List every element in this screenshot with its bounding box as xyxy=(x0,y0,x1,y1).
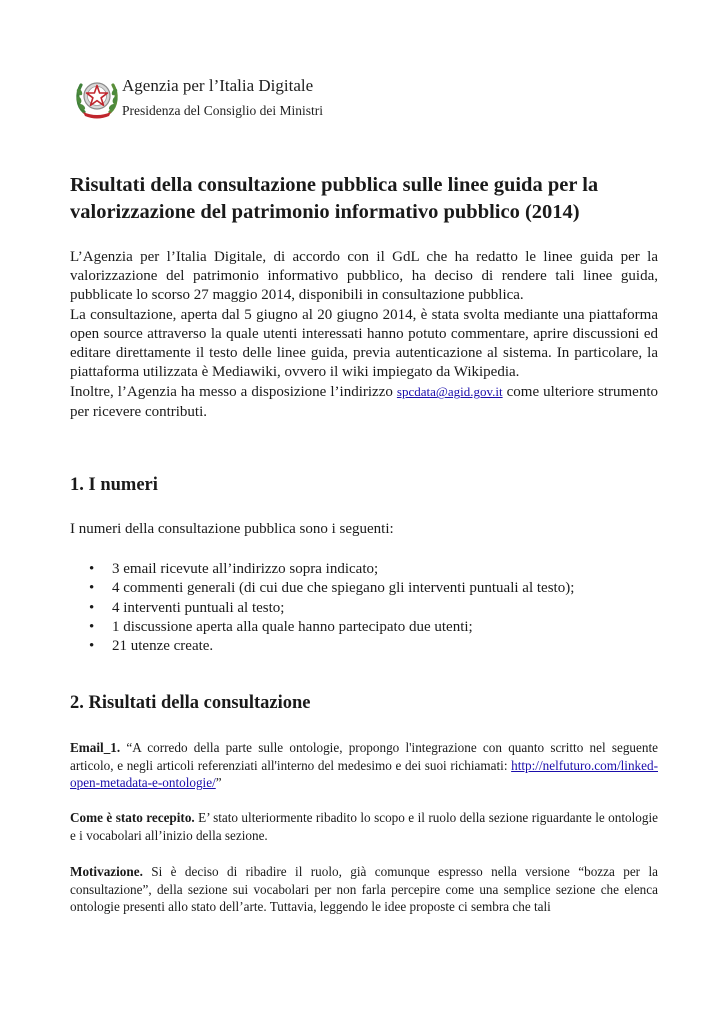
intro-text: Inoltre, l’Agenzia ha messo a disposizione l’indirizzo xyxy=(70,384,397,401)
email-link[interactable]: spcdata@agid.gov.it xyxy=(396,384,503,400)
intro-section xyxy=(70,248,658,422)
recepito-label: Come è stato recepito. xyxy=(70,810,195,826)
intro-paragraph: L’Agenzia per l’Italia Digitale, di accordo con il GdL che ha redatto le linee guida per la valorizzazione del patrimonio informativo pubblico, ha deciso di rendere tali linee guida, pubblicate lo scorso 27 maggio 2014, disponibili in consultazione pubblica. xyxy=(70,249,658,304)
bullet-icon: • xyxy=(89,619,95,636)
bullet-icon: • xyxy=(89,560,95,577)
agency-subtitle: Presidenza del Consiglio dei Ministri xyxy=(122,103,323,118)
closing-quote: ” xyxy=(215,775,222,791)
section-heading-results: 2. Risultati della consultazione xyxy=(70,692,311,713)
list-item-text: 3 email ricevute all’indirizzo sopra indicato; xyxy=(112,560,379,577)
list-item xyxy=(70,579,658,598)
recepito-paragraph xyxy=(70,809,658,845)
list-item-text: 4 interventi puntuali al testo; xyxy=(112,599,285,616)
motivazione-paragraph xyxy=(70,863,658,916)
numbers-list xyxy=(70,560,658,657)
list-item xyxy=(70,599,658,618)
motivazione-label: Motivazione. xyxy=(70,863,143,879)
document-body xyxy=(70,172,658,916)
document-title: Risultati della consultazione pubblica sulle linee guida per la valorizzazione del patrimonio informativo pubblico (2014) xyxy=(70,174,599,223)
list-item xyxy=(70,618,658,637)
bullet-icon: • xyxy=(89,580,95,597)
agency-name: Agenzia per l’Italia Digitale xyxy=(122,76,314,95)
italian-republic-emblem-icon xyxy=(74,74,120,120)
email-1-text: “A corredo della parte sulle ontologie, propongo l'integrazione con quanto scritto nel seguente articolo, e negli articoli referenziati all'interno del medesimo e dei suoi richiamati: xyxy=(70,739,658,773)
bullet-icon: • xyxy=(89,599,95,616)
list-item xyxy=(70,560,658,579)
motivazione-block xyxy=(70,863,658,916)
list-item xyxy=(70,637,658,656)
article-link[interactable]: http://nelfuturo.com/linked-open-metadata-e-ontologie/ xyxy=(70,757,658,791)
intro-paragraph: La consultazione, aperta dal 5 giugno al 20 giugno 2014, è stata svolta mediante una piattaforma open source attraverso la quale utenti interessati hanno potuto commentare, aprire discussioni ed editare direttamente il testo delle linee guida, previa autenticazione al sistema. In particolare, la piattaforma utilizzata è Mediawiki, ovvero il wiki impiegato da Wikipedia. xyxy=(70,306,658,381)
intro-text: come ulteriore strumento per ricevere contributi. xyxy=(70,384,658,420)
list-item-text: 1 discussione aperta alla quale hanno partecipato due utenti; xyxy=(112,619,473,636)
intro-paragraph xyxy=(70,382,658,421)
motivazione-text: Si è deciso di ribadire il ruolo, già comunque espresso nella versione “bozza per la consultazione”, della sezione sui vocabolari per non farla percepire come una semplice sezione che elenca ontologie presenti allo stato dell’arte. Tuttavia, leggendo le idee proposte ci sembra che tali xyxy=(70,863,658,915)
list-item-text: 4 commenti generali (di cui due che spiegano gli interventi puntuali al testo); xyxy=(112,580,575,597)
email-1-block xyxy=(70,739,658,792)
recepito-block xyxy=(70,809,658,845)
numbers-intro: I numeri della consultazione pubblica sono i seguenti: xyxy=(70,520,394,537)
bullet-icon: • xyxy=(89,638,95,655)
email-1-paragraph xyxy=(70,739,658,792)
recepito-text: E’ stato ulteriormente ribadito lo scopo e il ruolo della sezione riguardante le ontologie e i vocabolari all’inizio della sezione. xyxy=(70,810,658,844)
section-heading-numbers: 1. I numeri xyxy=(70,474,158,495)
list-item-text: 21 utenze create. xyxy=(112,638,214,655)
email-1-label: Email_1. xyxy=(70,739,121,755)
